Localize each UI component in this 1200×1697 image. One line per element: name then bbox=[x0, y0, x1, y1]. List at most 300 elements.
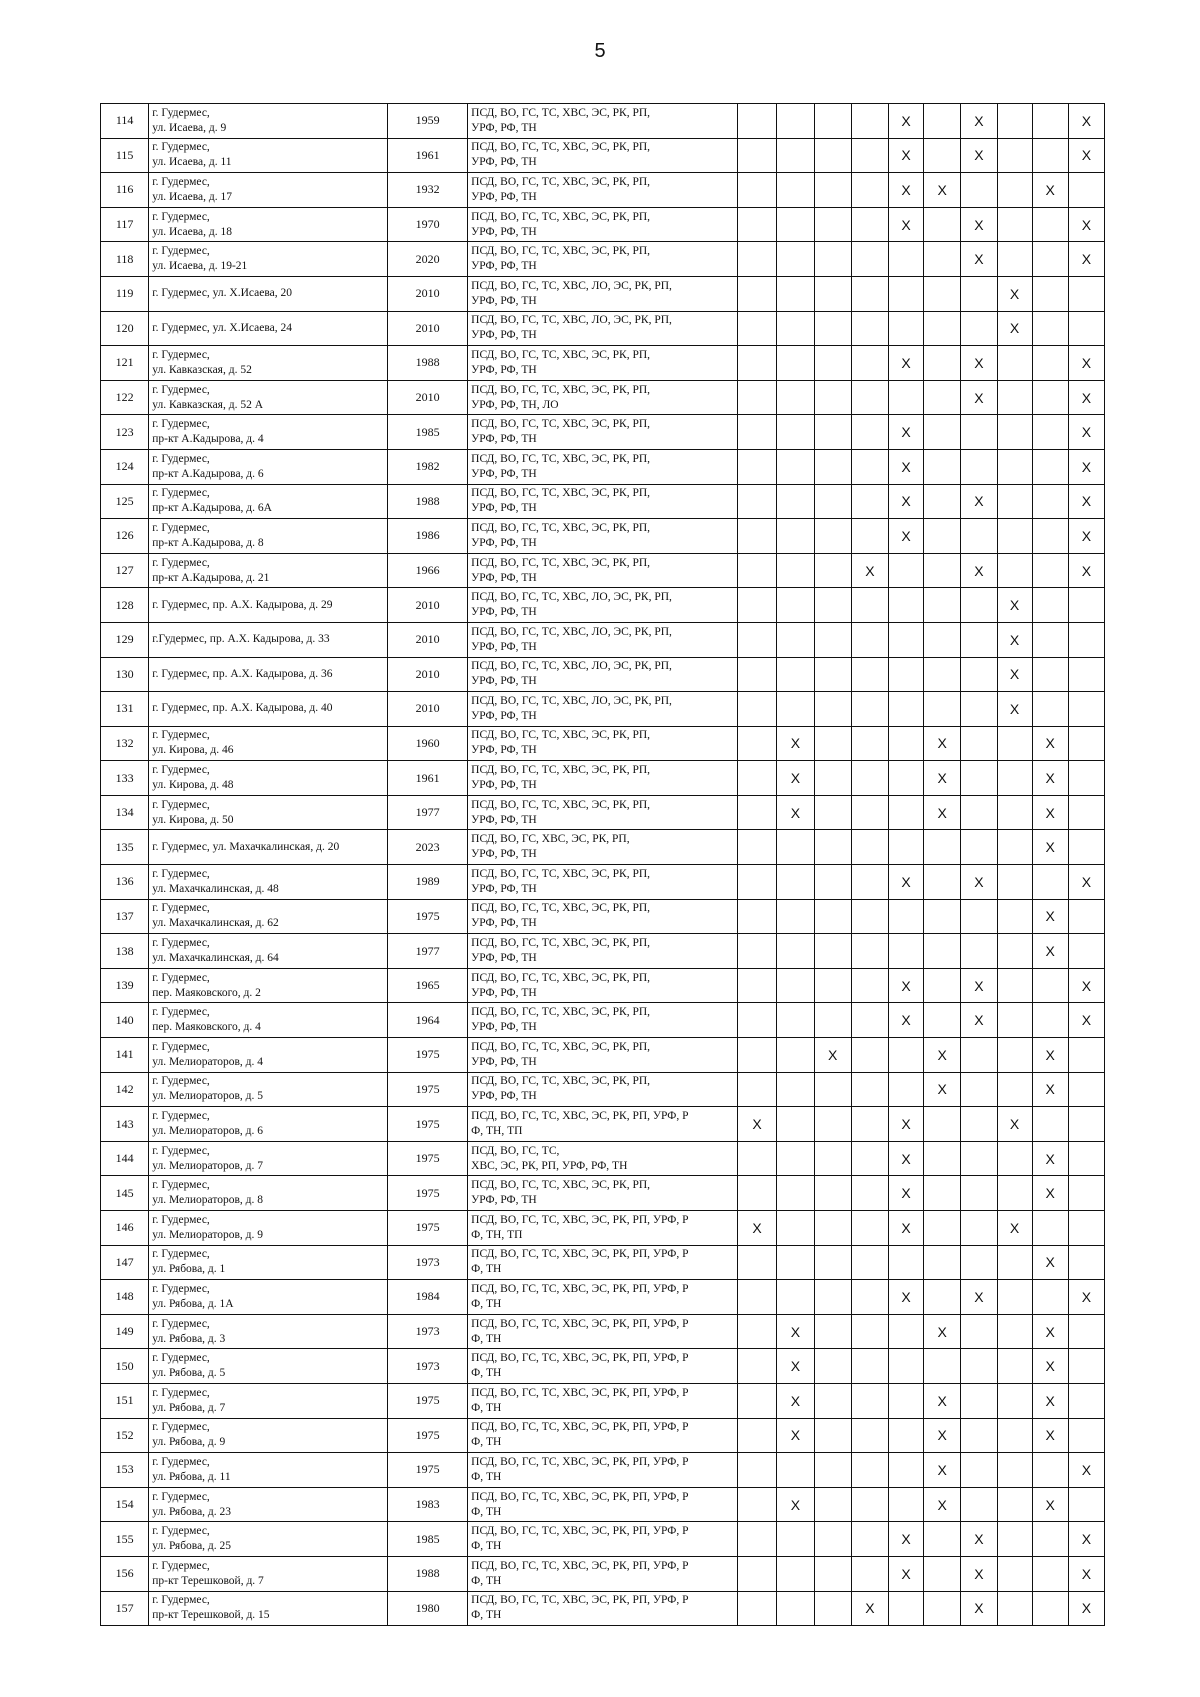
mark-cell-6 bbox=[924, 519, 961, 554]
mark-cell-9: X bbox=[1032, 795, 1068, 830]
row-number: 142 bbox=[101, 1072, 149, 1107]
address-line-1: г. Гудермес, bbox=[152, 1352, 210, 1365]
year-built: 1973 bbox=[388, 1349, 468, 1384]
mark-cell-9 bbox=[1032, 1453, 1068, 1488]
works-line-1: ПСД, ВО, ГС, ТС, ХВС, ЭС, РК, РП, УРФ, Р bbox=[471, 1525, 689, 1538]
mark-cell-2 bbox=[777, 1176, 814, 1211]
mark-cell-5 bbox=[889, 1245, 924, 1280]
mark-cell-5: X bbox=[889, 449, 924, 484]
address-line-1: г. Гудермес, bbox=[152, 971, 210, 984]
table-row bbox=[101, 1003, 1105, 1038]
mark-cell-7: X bbox=[961, 207, 997, 242]
mark-cell-8: X bbox=[997, 311, 1032, 346]
mark-cell-5: X bbox=[889, 968, 924, 1003]
mark-cell-4 bbox=[851, 830, 888, 865]
mark-cell-4 bbox=[851, 519, 888, 554]
mark-cell-9: X bbox=[1032, 1072, 1068, 1107]
mark-cell-3 bbox=[814, 1591, 851, 1626]
row-number: 134 bbox=[101, 795, 149, 830]
mark-cell-10 bbox=[1068, 1418, 1104, 1453]
mark-cell-2 bbox=[777, 968, 814, 1003]
row-number: 149 bbox=[101, 1314, 149, 1349]
works-line-2: УРФ, РФ, ТН bbox=[471, 502, 537, 515]
mark-cell-6 bbox=[924, 1349, 961, 1384]
works-line-1: ПСД, ВО, ГС, ТС, ХВС, ЛО, ЭС, РК, РП, bbox=[471, 625, 672, 638]
works-line-2: УРФ, РФ, ТН bbox=[471, 744, 537, 757]
mark-cell-7 bbox=[961, 692, 997, 727]
address-cell bbox=[149, 311, 388, 346]
works-line-2: УРФ, РФ, ТН bbox=[471, 917, 537, 930]
mark-cell-4 bbox=[851, 865, 888, 900]
mark-cell-2: X bbox=[777, 1418, 814, 1453]
works-line-2: УРФ, РФ, ТН, ЛО bbox=[471, 398, 559, 411]
works-list bbox=[468, 934, 738, 969]
address-line-2: ул. Рябова, д. 11 bbox=[152, 1470, 231, 1483]
mark-cell-8 bbox=[997, 1418, 1032, 1453]
address-line-1: г. Гудермес, bbox=[152, 418, 210, 431]
address-line-1: г. Гудермес, bbox=[152, 1040, 210, 1053]
mark-cell-10: X bbox=[1068, 968, 1104, 1003]
address-line-1: г. Гудермес, bbox=[152, 383, 210, 396]
works-list bbox=[468, 380, 738, 415]
mark-cell-5: X bbox=[889, 346, 924, 381]
table-row bbox=[101, 830, 1105, 865]
mark-cell-3 bbox=[814, 1349, 851, 1384]
mark-cell-4: X bbox=[851, 553, 888, 588]
works-line-2: ХВС, ЭС, РК, РП, УРФ, РФ, ТН bbox=[471, 1159, 628, 1172]
mark-cell-1 bbox=[737, 346, 776, 381]
works-line-2: УРФ, РФ, ТН bbox=[471, 1055, 537, 1068]
mark-cell-1 bbox=[737, 1522, 776, 1557]
mark-cell-8 bbox=[997, 138, 1032, 173]
year-built: 1984 bbox=[388, 1280, 468, 1315]
mark-cell-4 bbox=[851, 1418, 888, 1453]
table-row bbox=[101, 1349, 1105, 1384]
address-line-1: г. Гудермес, bbox=[152, 487, 210, 500]
mark-cell-8 bbox=[997, 1141, 1032, 1176]
address-cell bbox=[149, 1038, 388, 1073]
mark-cell-1 bbox=[737, 761, 776, 796]
mark-cell-9 bbox=[1032, 1280, 1068, 1315]
works-line-2: Ф, ТН bbox=[471, 1574, 502, 1587]
mark-cell-8 bbox=[997, 1349, 1032, 1384]
mark-cell-5 bbox=[889, 692, 924, 727]
mark-cell-2: X bbox=[777, 1314, 814, 1349]
works-line-2: УРФ, РФ, ТН bbox=[471, 571, 537, 584]
table-row bbox=[101, 104, 1105, 139]
works-line-1: ПСД, ВО, ГС, ТС, ХВС, ЭС, РК, РП, bbox=[471, 487, 651, 500]
works-list bbox=[468, 173, 738, 208]
mark-cell-10: X bbox=[1068, 484, 1104, 519]
address-line-2: ул. Мелиораторов, д. 7 bbox=[152, 1159, 263, 1172]
buildings-table bbox=[100, 103, 1105, 1626]
mark-cell-9 bbox=[1032, 588, 1068, 623]
mark-cell-10 bbox=[1068, 830, 1104, 865]
address-cell bbox=[149, 795, 388, 830]
mark-cell-2 bbox=[777, 242, 814, 277]
address-line-2: ул. Мелиораторов, д. 9 bbox=[152, 1228, 263, 1241]
works-line-2: УРФ, РФ, ТН bbox=[471, 467, 537, 480]
mark-cell-8 bbox=[997, 1038, 1032, 1073]
mark-cell-5 bbox=[889, 934, 924, 969]
address-line-2: ул. Исаева, д. 19-21 bbox=[152, 260, 248, 273]
mark-cell-3 bbox=[814, 1003, 851, 1038]
address-line-2: ул. Рябова, д. 7 bbox=[152, 1401, 226, 1414]
table-row bbox=[101, 968, 1105, 1003]
mark-cell-8 bbox=[997, 1072, 1032, 1107]
address-line-1: г. Гудермес, bbox=[152, 1386, 210, 1399]
works-line-1: ПСД, ВО, ГС, ТС, ХВС, ЭС, РК, РП, УРФ, Р bbox=[471, 1594, 689, 1607]
mark-cell-1 bbox=[737, 1141, 776, 1176]
mark-cell-7: X bbox=[961, 1522, 997, 1557]
address-line-2: ул. Мелиораторов, д. 4 bbox=[152, 1055, 263, 1068]
table-row bbox=[101, 415, 1105, 450]
works-line-1: ПСД, ВО, ГС, ТС, ХВС, ЭС, РК, РП, bbox=[471, 1040, 651, 1053]
mark-cell-6 bbox=[924, 865, 961, 900]
mark-cell-10 bbox=[1068, 1245, 1104, 1280]
address-line-1: г. Гудермес, bbox=[152, 1144, 210, 1157]
works-list bbox=[468, 865, 738, 900]
mark-cell-3 bbox=[814, 1418, 851, 1453]
address-cell bbox=[149, 104, 388, 139]
works-line-2: Ф, ТН bbox=[471, 1470, 502, 1483]
mark-cell-8 bbox=[997, 1280, 1032, 1315]
mark-cell-10 bbox=[1068, 657, 1104, 692]
mark-cell-8: X bbox=[997, 588, 1032, 623]
mark-cell-4 bbox=[851, 242, 888, 277]
address-cell bbox=[149, 519, 388, 554]
mark-cell-7 bbox=[961, 622, 997, 657]
table-row bbox=[101, 588, 1105, 623]
row-number: 119 bbox=[101, 276, 149, 311]
mark-cell-5 bbox=[889, 553, 924, 588]
mark-cell-10 bbox=[1068, 795, 1104, 830]
works-line-1: ПСД, ВО, ГС, ТС, ХВС, ЭС, РК, РП, bbox=[471, 1075, 651, 1088]
mark-cell-10 bbox=[1068, 1314, 1104, 1349]
address-cell bbox=[149, 415, 388, 450]
row-number: 117 bbox=[101, 207, 149, 242]
mark-cell-5 bbox=[889, 1038, 924, 1073]
mark-cell-5: X bbox=[889, 1280, 924, 1315]
row-number: 128 bbox=[101, 588, 149, 623]
mark-cell-6 bbox=[924, 276, 961, 311]
mark-cell-10 bbox=[1068, 761, 1104, 796]
year-built: 2010 bbox=[388, 692, 468, 727]
mark-cell-7 bbox=[961, 1211, 997, 1246]
table-row bbox=[101, 484, 1105, 519]
mark-cell-3 bbox=[814, 1072, 851, 1107]
works-line-2: Ф, ТН bbox=[471, 1263, 502, 1276]
row-number: 126 bbox=[101, 519, 149, 554]
mark-cell-2 bbox=[777, 1280, 814, 1315]
mark-cell-5 bbox=[889, 1314, 924, 1349]
mark-cell-1 bbox=[737, 622, 776, 657]
works-line-1: ПСД, ВО, ГС, ТС, ХВС, ЭС, РК, РП, УРФ, Р bbox=[471, 1490, 689, 1503]
mark-cell-2 bbox=[777, 1211, 814, 1246]
year-built: 1985 bbox=[388, 415, 468, 450]
works-list bbox=[468, 1314, 738, 1349]
works-line-1: ПСД, ВО, ГС, ТС, ХВС, ЭС, РК, РП, bbox=[471, 175, 651, 188]
year-built: 1975 bbox=[388, 1383, 468, 1418]
works-line-2: УРФ, РФ, ТН bbox=[471, 536, 537, 549]
mark-cell-9: X bbox=[1032, 830, 1068, 865]
mark-cell-6: X bbox=[924, 1314, 961, 1349]
mark-cell-2 bbox=[777, 346, 814, 381]
mark-cell-10: X bbox=[1068, 207, 1104, 242]
mark-cell-10: X bbox=[1068, 865, 1104, 900]
mark-cell-5 bbox=[889, 1591, 924, 1626]
mark-cell-9: X bbox=[1032, 1038, 1068, 1073]
works-list bbox=[468, 346, 738, 381]
address-line-1: г. Гудермес, bbox=[152, 1006, 210, 1019]
mark-cell-3 bbox=[814, 1280, 851, 1315]
table-row bbox=[101, 276, 1105, 311]
mark-cell-2 bbox=[777, 1556, 814, 1591]
year-built: 1982 bbox=[388, 449, 468, 484]
works-line-1: ПСД, ВО, ГС, ТС, bbox=[471, 1144, 560, 1157]
mark-cell-10: X bbox=[1068, 449, 1104, 484]
address-cell bbox=[149, 380, 388, 415]
address-line-1: г. Гудермес, bbox=[152, 348, 210, 361]
address-line-1: г. Гудермес, bbox=[152, 1594, 210, 1607]
mark-cell-7 bbox=[961, 1383, 997, 1418]
year-built: 1975 bbox=[388, 1141, 468, 1176]
table-row bbox=[101, 1487, 1105, 1522]
mark-cell-4 bbox=[851, 1245, 888, 1280]
address-line-1: г. Гудермес, bbox=[152, 1282, 210, 1295]
mark-cell-6: X bbox=[924, 726, 961, 761]
works-list bbox=[468, 1072, 738, 1107]
mark-cell-5: X bbox=[889, 865, 924, 900]
mark-cell-7 bbox=[961, 1487, 997, 1522]
mark-cell-7: X bbox=[961, 242, 997, 277]
mark-cell-8 bbox=[997, 968, 1032, 1003]
address-line-1: г. Гудермес, bbox=[152, 1248, 210, 1261]
mark-cell-8: X bbox=[997, 657, 1032, 692]
table-row bbox=[101, 1418, 1105, 1453]
address-line-1: г. Гудермес, bbox=[152, 1179, 210, 1192]
mark-cell-9 bbox=[1032, 1522, 1068, 1557]
mark-cell-8 bbox=[997, 1003, 1032, 1038]
mark-cell-7 bbox=[961, 173, 997, 208]
works-line-2: Ф, ТН bbox=[471, 1540, 502, 1553]
address-line-1: г. Гудермес, ул. Х.Исаева, 20 bbox=[152, 287, 292, 300]
mark-cell-3 bbox=[814, 553, 851, 588]
mark-cell-9: X bbox=[1032, 1349, 1068, 1384]
address-line-2: пр-кт А.Кадырова, д. 21 bbox=[152, 571, 270, 584]
works-list bbox=[468, 968, 738, 1003]
mark-cell-9 bbox=[1032, 968, 1068, 1003]
mark-cell-9 bbox=[1032, 449, 1068, 484]
mark-cell-7 bbox=[961, 726, 997, 761]
mark-cell-5 bbox=[889, 899, 924, 934]
mark-cell-9 bbox=[1032, 207, 1068, 242]
mark-cell-4 bbox=[851, 449, 888, 484]
mark-cell-9 bbox=[1032, 346, 1068, 381]
mark-cell-3 bbox=[814, 1383, 851, 1418]
address-cell bbox=[149, 1314, 388, 1349]
works-line-2: УРФ, РФ, ТН bbox=[471, 156, 537, 169]
mark-cell-7: X bbox=[961, 1591, 997, 1626]
address-line-2: ул. Исаева, д. 11 bbox=[152, 156, 232, 169]
mark-cell-2 bbox=[777, 1038, 814, 1073]
mark-cell-2 bbox=[777, 865, 814, 900]
address-line-1: г. Гудермес, bbox=[152, 210, 210, 223]
address-cell bbox=[149, 1072, 388, 1107]
row-number: 115 bbox=[101, 138, 149, 173]
mark-cell-8 bbox=[997, 726, 1032, 761]
mark-cell-7 bbox=[961, 519, 997, 554]
year-built: 1959 bbox=[388, 104, 468, 139]
mark-cell-10 bbox=[1068, 1349, 1104, 1384]
mark-cell-8 bbox=[997, 415, 1032, 450]
mark-cell-2 bbox=[777, 553, 814, 588]
mark-cell-9: X bbox=[1032, 1418, 1068, 1453]
address-cell bbox=[149, 1003, 388, 1038]
row-number: 130 bbox=[101, 657, 149, 692]
works-line-1: ПСД, ВО, ГС, ТС, ХВС, ЭС, РК, РП, bbox=[471, 937, 651, 950]
mark-cell-7: X bbox=[961, 865, 997, 900]
mark-cell-6: X bbox=[924, 1418, 961, 1453]
year-built: 1977 bbox=[388, 934, 468, 969]
works-line-1: ПСД, ВО, ГС, ТС, ХВС, ЛО, ЭС, РК, РП, bbox=[471, 314, 672, 327]
year-built: 1980 bbox=[388, 1591, 468, 1626]
table-row bbox=[101, 207, 1105, 242]
mark-cell-7: X bbox=[961, 104, 997, 139]
mark-cell-2 bbox=[777, 1453, 814, 1488]
address-cell bbox=[149, 1522, 388, 1557]
row-number: 124 bbox=[101, 449, 149, 484]
mark-cell-2 bbox=[777, 138, 814, 173]
mark-cell-5: X bbox=[889, 484, 924, 519]
mark-cell-3 bbox=[814, 657, 851, 692]
mark-cell-8 bbox=[997, 346, 1032, 381]
address-cell bbox=[149, 484, 388, 519]
address-line-2: ул. Рябова, д. 5 bbox=[152, 1367, 226, 1380]
address-cell bbox=[149, 622, 388, 657]
table-row bbox=[101, 657, 1105, 692]
address-line-2: пр-кт А.Кадырова, д. 8 bbox=[152, 536, 264, 549]
table-row bbox=[101, 865, 1105, 900]
table-row bbox=[101, 1591, 1105, 1626]
row-number: 136 bbox=[101, 865, 149, 900]
mark-cell-8 bbox=[997, 242, 1032, 277]
year-built: 2010 bbox=[388, 622, 468, 657]
address-cell bbox=[149, 1141, 388, 1176]
mark-cell-10 bbox=[1068, 622, 1104, 657]
mark-cell-2 bbox=[777, 1003, 814, 1038]
row-number: 157 bbox=[101, 1591, 149, 1626]
mark-cell-3: X bbox=[814, 1038, 851, 1073]
works-list bbox=[468, 588, 738, 623]
address-cell bbox=[149, 865, 388, 900]
works-line-1: ПСД, ВО, ГС, ТС, ХВС, ЭС, РК, РП, bbox=[471, 418, 651, 431]
mark-cell-5 bbox=[889, 380, 924, 415]
mark-cell-5: X bbox=[889, 1522, 924, 1557]
mark-cell-6 bbox=[924, 1280, 961, 1315]
mark-cell-10: X bbox=[1068, 553, 1104, 588]
works-line-2: УРФ, РФ, ТН bbox=[471, 675, 537, 688]
works-line-2: УРФ, РФ, ТН bbox=[471, 813, 537, 826]
mark-cell-2 bbox=[777, 173, 814, 208]
mark-cell-9 bbox=[1032, 415, 1068, 450]
mark-cell-5: X bbox=[889, 207, 924, 242]
table-row bbox=[101, 173, 1105, 208]
address-line-2: ул. Рябова, д. 3 bbox=[152, 1332, 226, 1345]
mark-cell-2 bbox=[777, 276, 814, 311]
mark-cell-4 bbox=[851, 1453, 888, 1488]
mark-cell-4 bbox=[851, 104, 888, 139]
mark-cell-1 bbox=[737, 1556, 776, 1591]
row-number: 150 bbox=[101, 1349, 149, 1384]
mark-cell-3 bbox=[814, 795, 851, 830]
mark-cell-10 bbox=[1068, 899, 1104, 934]
mark-cell-4 bbox=[851, 1383, 888, 1418]
mark-cell-6 bbox=[924, 1245, 961, 1280]
mark-cell-1 bbox=[737, 311, 776, 346]
mark-cell-10 bbox=[1068, 1072, 1104, 1107]
mark-cell-4 bbox=[851, 968, 888, 1003]
mark-cell-10: X bbox=[1068, 519, 1104, 554]
works-list bbox=[468, 1107, 738, 1142]
address-line-2: ул. Исаева, д. 9 bbox=[152, 121, 227, 134]
year-built: 1975 bbox=[388, 1107, 468, 1142]
mark-cell-6 bbox=[924, 1176, 961, 1211]
works-list bbox=[468, 657, 738, 692]
row-number: 145 bbox=[101, 1176, 149, 1211]
mark-cell-1 bbox=[737, 553, 776, 588]
address-line-2: ул. Кирова, д. 50 bbox=[152, 813, 234, 826]
mark-cell-10: X bbox=[1068, 346, 1104, 381]
address-line-2: ул. Кирова, д. 48 bbox=[152, 779, 234, 792]
address-line-2: ул. Рябова, д. 23 bbox=[152, 1505, 232, 1518]
works-line-1: ПСД, ВО, ГС, ТС, ХВС, ЭС, РК, РП, bbox=[471, 106, 651, 119]
works-line-1: ПСД, ВО, ГС, ТС, ХВС, ЭС, РК, РП, bbox=[471, 867, 651, 880]
mark-cell-7 bbox=[961, 1141, 997, 1176]
address-line-2: ул. Рябова, д. 9 bbox=[152, 1436, 226, 1449]
address-line-1: г. Гудермес, bbox=[152, 245, 210, 258]
mark-cell-4 bbox=[851, 1141, 888, 1176]
mark-cell-7: X bbox=[961, 1280, 997, 1315]
mark-cell-7 bbox=[961, 761, 997, 796]
row-number: 146 bbox=[101, 1211, 149, 1246]
mark-cell-2 bbox=[777, 588, 814, 623]
table-row bbox=[101, 1314, 1105, 1349]
address-line-1: г. Гудермес, bbox=[152, 556, 210, 569]
mark-cell-6 bbox=[924, 830, 961, 865]
mark-cell-6: X bbox=[924, 1072, 961, 1107]
works-line-2: УРФ, РФ, ТН bbox=[471, 1194, 537, 1207]
table-row bbox=[101, 553, 1105, 588]
address-cell bbox=[149, 726, 388, 761]
mark-cell-5: X bbox=[889, 104, 924, 139]
year-built: 1965 bbox=[388, 968, 468, 1003]
mark-cell-8: X bbox=[997, 692, 1032, 727]
mark-cell-7 bbox=[961, 934, 997, 969]
works-line-1: ПСД, ВО, ГС, ТС, ХВС, ЭС, РК, РП, УРФ, Р bbox=[471, 1455, 689, 1468]
mark-cell-2 bbox=[777, 519, 814, 554]
mark-cell-3 bbox=[814, 276, 851, 311]
mark-cell-4: X bbox=[851, 1591, 888, 1626]
mark-cell-4 bbox=[851, 346, 888, 381]
table-row bbox=[101, 1453, 1105, 1488]
works-line-1: ПСД, ВО, ГС, ТС, ХВС, ЭС, РК, РП, bbox=[471, 1006, 651, 1019]
address-line-1: г. Гудермес, ул. Махачкалинская, д. 20 bbox=[152, 840, 340, 853]
mark-cell-4 bbox=[851, 1487, 888, 1522]
works-list bbox=[468, 1280, 738, 1315]
mark-cell-4 bbox=[851, 1314, 888, 1349]
works-list bbox=[468, 1141, 738, 1176]
